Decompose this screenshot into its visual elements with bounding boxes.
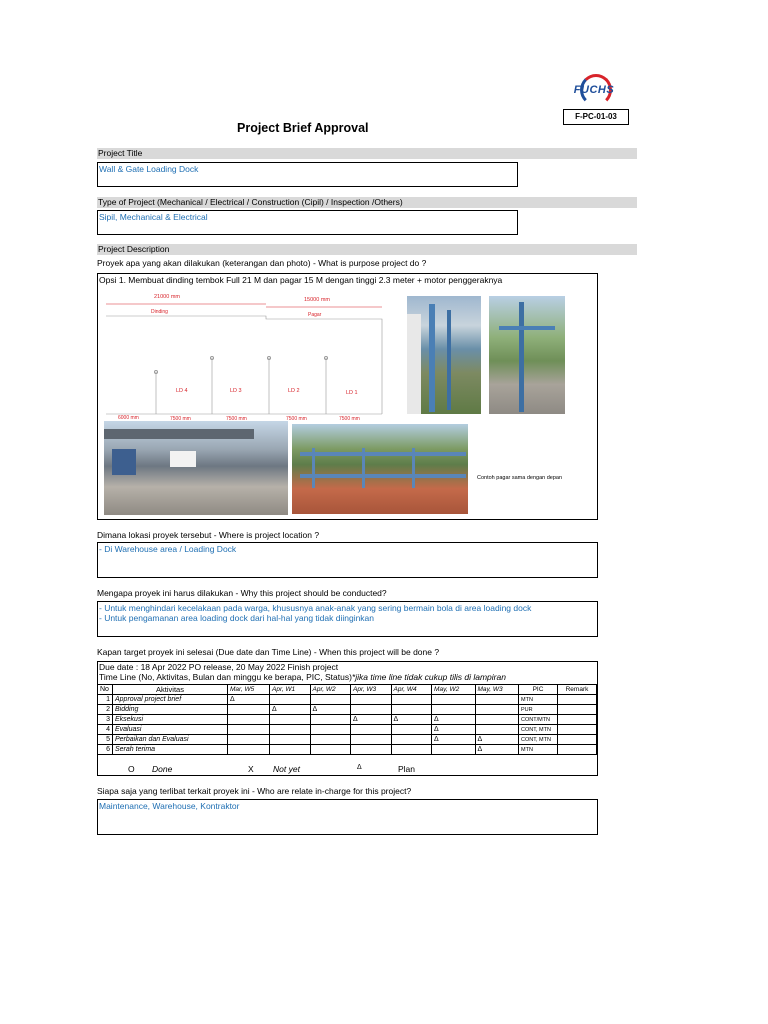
ld-2: LD 2 [288, 388, 300, 394]
row-activity: Serah terima [113, 745, 228, 755]
form-code: F-PC-01-03 [563, 109, 629, 125]
row-mark [228, 725, 270, 735]
row-mark [432, 705, 475, 715]
description-question: Proyek apa yang akan dilakukan (keterangan dan photo) - What is purpose project do ? [97, 258, 427, 268]
row-remark [558, 725, 597, 735]
row-mark: Δ [475, 735, 519, 745]
ld-4: LD 4 [176, 388, 188, 394]
row-mark [310, 745, 351, 755]
photo-gate-side [489, 296, 565, 414]
row-mark [391, 705, 432, 715]
type-value: Sipil, Mechanical & Electrical [99, 212, 208, 222]
legend-done-symbol: O [128, 764, 135, 774]
row-pic: MTN [519, 695, 558, 705]
layout-drawing [106, 290, 386, 420]
col-w6: May, W2 [432, 685, 475, 695]
description-label: Project Description [97, 244, 637, 255]
ld-1: LD 1 [346, 390, 358, 396]
legend-plan-label: Plan [398, 764, 416, 774]
row-remark [558, 705, 597, 715]
row-mark [351, 705, 392, 715]
row-remark [558, 695, 597, 705]
table-row [98, 745, 597, 755]
col-w1: Mar, W5 [228, 685, 270, 695]
row-mark [475, 695, 519, 705]
timeline-table [97, 684, 597, 755]
description-box [97, 273, 598, 520]
project-title-box [97, 162, 518, 187]
legend-notyet-label: Not yet [273, 764, 300, 774]
col-pic: PIC [519, 685, 558, 695]
row-mark: Δ [432, 725, 475, 735]
row-mark [270, 715, 311, 725]
row-activity: Evaluasi [113, 725, 228, 735]
table-row [98, 715, 597, 725]
row-mark [391, 695, 432, 705]
row-mark: Δ [391, 715, 432, 725]
row-mark: Δ [310, 705, 351, 715]
location-box [97, 542, 598, 578]
table-row [98, 725, 597, 735]
type-label: Type of Project (Mechanical / Electrical / Construction (Cipil) / Inspection /Others) [97, 197, 637, 208]
row-no: 6 [98, 745, 113, 755]
row-mark [228, 735, 270, 745]
row-mark [475, 725, 519, 735]
location-value: - Di Warehouse area / Loading Dock [99, 544, 237, 554]
photo-gate-closeup [407, 296, 481, 414]
col-activity: Aktivitas [113, 685, 228, 695]
page-title: Project Brief Approval [237, 121, 369, 135]
who-box [97, 799, 598, 835]
row-mark [391, 725, 432, 735]
row-mark [391, 735, 432, 745]
when-question: Kapan target proyek ini selesai (Due date dan Time Line) - When this project will be done ? [97, 647, 440, 657]
fuchs-logo [572, 74, 614, 108]
row-no: 5 [98, 735, 113, 745]
col-remark: Remark [558, 685, 597, 695]
row-remark [558, 715, 597, 725]
row-activity: Eksekusi [113, 715, 228, 725]
row-mark: Δ [432, 715, 475, 725]
ld-3: LD 3 [230, 388, 242, 394]
col-w5: Apr, W4 [391, 685, 432, 695]
timeline-note [98, 672, 597, 682]
why-value-2: - Untuk pengamanan area loading dock dari hal-hal yang tidak diinginkan [99, 613, 375, 623]
dim-top-right: 15000 mm [304, 297, 330, 303]
row-no: 2 [98, 705, 113, 715]
logo-text: FUCHS [573, 84, 615, 96]
why-value-1: - Untuk menghindari kecelakaan pada warga, khususnya anak-anak yang sering bermain bola di area loading dock [99, 603, 532, 613]
timeline-note-b: *jika time line tidak cukup tilis di lampiran [351, 672, 506, 682]
row-mark: Δ [475, 745, 519, 755]
why-question: Mengapa proyek ini harus dilakukan - Why this project should be conducted? [97, 588, 387, 598]
row-mark [351, 735, 392, 745]
row-mark [310, 695, 351, 705]
photo-caption: Contoh pagar sama dengan depan [477, 475, 563, 481]
row-pic: CONT, MTN [519, 735, 558, 745]
row-mark [351, 695, 392, 705]
row-mark [270, 695, 311, 705]
photo-loading-dock [104, 421, 288, 515]
col-w3: Apr, W2 [310, 685, 351, 695]
row-mark [228, 715, 270, 725]
why-box [97, 601, 598, 637]
row-mark: Δ [270, 705, 311, 715]
row-mark: Δ [432, 735, 475, 745]
row-mark [270, 725, 311, 735]
row-mark [475, 715, 519, 725]
row-mark [475, 705, 519, 715]
timeline-note-a: Time Line (No, Aktivitas, Bulan dan minggu ke berapa, PIC, Status) [99, 672, 352, 682]
project-title-value: Wall & Gate Loading Dock [99, 164, 199, 174]
row-mark [270, 745, 311, 755]
description-value: Opsi 1. Membuat dinding tembok Full 21 M dan pagar 15 M dengan tinggi 2.3 meter + motor penggeraknya [99, 275, 503, 285]
label-fence: Pagar [308, 312, 322, 318]
label-wall: Dinding [151, 309, 168, 315]
who-value: Maintenance, Warehouse, Kontraktor [99, 801, 240, 811]
row-mark [228, 745, 270, 755]
dim-bottom-4: 7500 mm [286, 416, 307, 420]
row-mark [228, 705, 270, 715]
dim-bottom-2: 7500 mm [170, 416, 191, 420]
row-mark [310, 725, 351, 735]
legend-done-label: Done [152, 764, 173, 774]
timeline-header-row [98, 685, 597, 695]
row-no: 4 [98, 725, 113, 735]
table-row [98, 695, 597, 705]
table-row [98, 705, 597, 715]
row-no: 3 [98, 715, 113, 725]
row-remark [558, 745, 597, 755]
row-pic: PUR [519, 705, 558, 715]
row-mark [351, 725, 392, 735]
row-mark: Δ [228, 695, 270, 705]
row-remark [558, 735, 597, 745]
dim-bottom-3: 7500 mm [226, 416, 247, 420]
row-activity: Approval project brief [113, 695, 228, 705]
row-mark [432, 695, 475, 705]
row-mark [391, 745, 432, 755]
col-no: No [98, 685, 113, 695]
row-pic: CONT/MTN [519, 715, 558, 725]
who-question: Siapa saja yang terlibat terkait proyek ini - Who are relate in-charge for this project? [97, 786, 412, 796]
row-mark [270, 735, 311, 745]
col-w2: Apr, W1 [270, 685, 311, 695]
type-box [97, 210, 518, 235]
row-no: 1 [98, 695, 113, 705]
row-activity: Bidding [113, 705, 228, 715]
dim-top-left: 21000 mm [154, 294, 180, 300]
row-activity: Perbaikan dan Evaluasi [113, 735, 228, 745]
table-row [98, 735, 597, 745]
row-pic: CONT, MTN [519, 725, 558, 735]
due-date: Due date : 18 Apr 2022 PO release, 20 May 2022 Finish project [99, 662, 339, 672]
row-mark [351, 745, 392, 755]
legend-plan-symbol: Δ [357, 764, 362, 771]
dim-bottom-1: 6000 mm [118, 415, 139, 420]
row-mark [310, 715, 351, 725]
row-mark [310, 735, 351, 745]
location-question: Dimana lokasi proyek tersebut - Where is project location ? [97, 530, 320, 540]
row-mark [432, 745, 475, 755]
col-w7: May, W3 [475, 685, 519, 695]
project-title-label: Project Title [97, 148, 637, 159]
photo-fence-example [292, 424, 468, 514]
dim-bottom-5: 7500 mm [339, 416, 360, 420]
row-mark: Δ [351, 715, 392, 725]
row-pic: MTN [519, 745, 558, 755]
col-w4: Apr, W3 [351, 685, 392, 695]
legend-notyet-symbol: X [248, 764, 254, 774]
